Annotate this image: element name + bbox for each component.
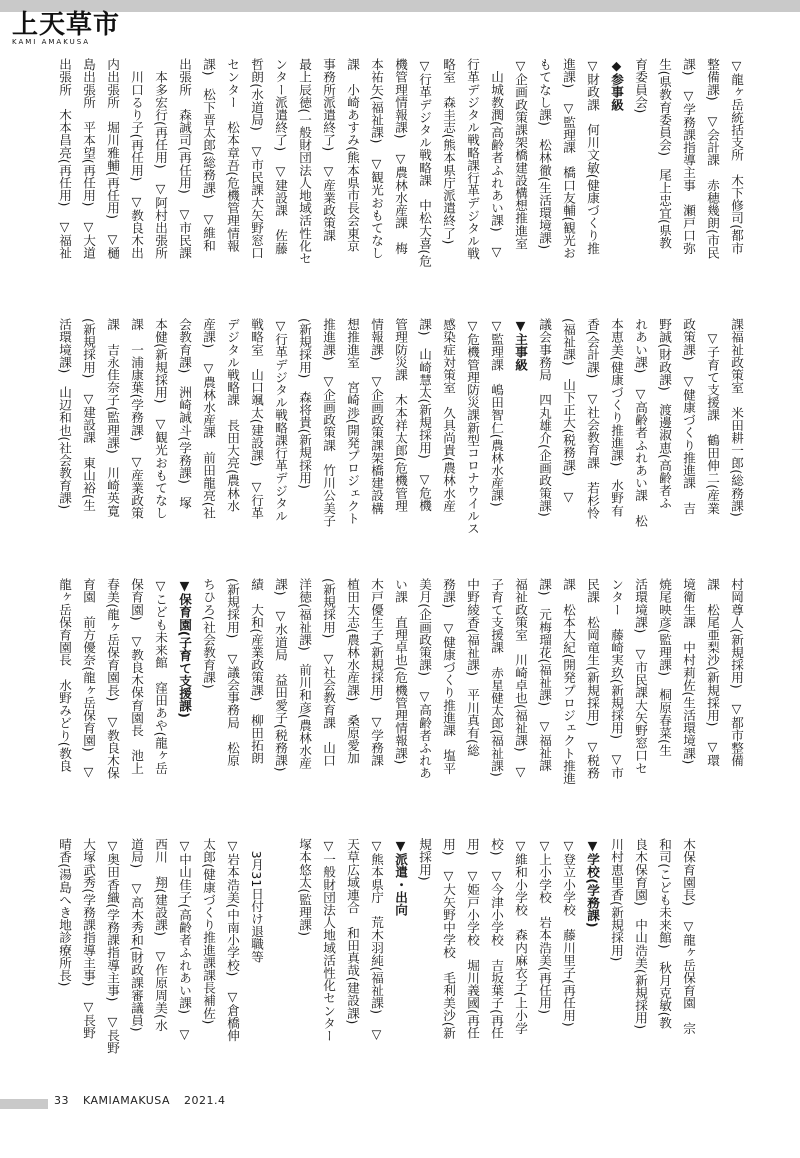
text-column: ンター派遣終了) ▽建設課 佐藤 — [273, 58, 288, 255]
text-column: 行革デジタル戦略課行革デジタル戦 — [465, 58, 480, 260]
text-column: 村岡尊人(新規採用) ▽都市整備 — [729, 578, 744, 767]
publication-name: KAMIAMAKUSA — [83, 1094, 171, 1107]
text-column: ▽岩本浩美(中南小学校) ▽倉橋伸 — [225, 838, 240, 1042]
text-column: (新規採用) ▽議会事務局 松原 — [225, 578, 240, 767]
text-column: 課) 元梅瑠花(福祉課) ▽福祉課 — [537, 578, 552, 772]
text-column: 本多宏行(再任用) ▽阿村出張所 — [153, 58, 168, 260]
text-column: ▽龍ヶ岳統括支所 木下修司(都市 — [729, 58, 744, 255]
text-column: 管理防災課 木本祥太郎(危機管理 — [393, 318, 408, 512]
text-column: 会教育課) 洲崎誠斗(学務課) 塚 — [177, 318, 192, 510]
text-column: ▽上小学校 岩本浩美(再任用) — [537, 838, 552, 1015]
text-column: ▽奥田香織(学務課指導主事) ▽長野 — [105, 838, 120, 1055]
text-column: 情報課) ▽企画政策課架橋建設構 — [369, 318, 384, 515]
text-column: 内出張所 堀川雅輔(再任用) ▽樋 — [105, 58, 120, 260]
text-column: 産課) ▽農林水産課 前田龍亮(社 — [201, 318, 216, 520]
text-column: 福祉政策室 川崎卓也(福祉課) ▽ — [513, 578, 528, 780]
text-column: ▼学校(学務課) — [585, 838, 600, 928]
text-column: 績 大和(産業政策課) 柳田拓朗 — [249, 578, 264, 765]
text-column: 道局) ▽高木秀和(財政課審議員) — [129, 838, 144, 1032]
text-column: 西川 翔(建設課) ▽作原周美(水 — [153, 838, 168, 1032]
text-column: 焼尾映彦(監理課) 桐原春菜(生 — [657, 578, 672, 757]
text-column: 良木保育園) 中山浩美(新規採用) — [633, 838, 648, 1030]
text-column: ンター 藤崎実玖(新規採用) ▽市 — [609, 578, 624, 780]
text-column: ▽行革デジタル戦略課 中松大喜(危 — [417, 58, 432, 267]
text-column: 務課) ▽健康づくり推進課 塩平 — [441, 578, 456, 775]
text-column: ▽一般財団法人地域活性化センター — [321, 838, 336, 1042]
text-column: 晴香(湯島へき地診療所長) — [57, 838, 72, 987]
text-column: 大塚武秀(学務課指導主事) ▽長野 — [81, 838, 96, 1040]
text-column: ▽監理課 嶋田智仁(農林水産課) — [489, 318, 504, 507]
text-column: 中野綾香(福祉課) 平川真有(総 — [465, 578, 480, 757]
text-column: ▽中山佳子(高齢者ふれあい課) ▽ — [177, 838, 192, 1042]
text-column: 課) 山崎慧太(新規採用) ▽危機 — [417, 318, 432, 512]
text-column: ちひろ(社会教育課) — [201, 578, 216, 689]
text-column: ▽財政課 何川文敏(健康づくり推 — [585, 58, 600, 255]
text-column: 課) ▽学務課指導主事 瀬戸口弥 — [681, 58, 696, 255]
text-column: ◆参事級 — [609, 58, 624, 111]
text-column: 課福祉政策室 米田耕一郎(総務課) — [729, 318, 744, 517]
text-column: 春美(龍ヶ岳保育園長) ▽教良木保 — [105, 578, 120, 780]
issue-date: 2021.4 — [184, 1094, 226, 1107]
text-column: 課 吉永佳奈子(監理課) 川崎英寛 — [105, 318, 120, 517]
text-column: 校) ▽今津小学校 吉坂葉子(再任 — [489, 838, 504, 1040]
text-column: 育園 前方優奈(龍ヶ岳保育園) ▽ — [81, 578, 96, 780]
text-column: ▽こども未来館 窪田あや(龍ヶ岳 — [153, 578, 168, 775]
text-column: 子育て支援課 赤星健太郎(福祉課) — [489, 578, 504, 777]
text-column: 本祐矢(福祉課) ▽観光おもてなし — [369, 58, 384, 260]
text-column: 整備課) ▽会計課 赤穂幾朗(市民 — [705, 58, 720, 260]
text-column: 課 小崎あすみ(熊本県市長会東京 — [345, 58, 360, 252]
text-column: 龍ヶ岳保育園長 水野みどり(教良 — [57, 578, 72, 772]
text-column: (新規採用) 森将貴(新規採用) — [297, 318, 312, 489]
text-column: 議会事務局 四丸雄介(企画政策課) — [537, 318, 552, 517]
text-column: 保育園) ▽教良木保育園長 池上 — [129, 578, 144, 775]
text-column: ▽熊本県庁 荒木羽純(福祉課) ▽ — [369, 838, 384, 1042]
footer-rule — [0, 1099, 48, 1109]
masthead-logo: 上天草市 — [12, 10, 121, 40]
text-column: 香(会計課) ▽社会教育課 若杉怜 — [585, 318, 600, 520]
text-column: 最上辰徳(一般財団法人地域活性化セ — [297, 58, 312, 265]
text-column: (新規採用) ▽社会教育課 山口 — [321, 578, 336, 767]
text-column: 活環境課) 山辺和也(社会教育課) — [57, 318, 72, 510]
text-column: もてなし課) 松林徹(生活環境課) — [537, 58, 552, 250]
text-column: 太郎(健康づくり推進課課長補佐) — [201, 838, 216, 1025]
text-column: 島出張所 平本望(再任用) ▽大道 — [81, 58, 96, 260]
text-column: 課) ▽水道局 益田愛子(税務課) — [273, 578, 288, 772]
text-column: 事務所派遣終了) ▽産業政策課 — [321, 58, 336, 242]
text-column: 木戸優生子(新規採用) ▽学務課 — [369, 578, 384, 767]
text-column: 課 松尾亜梨沙(新規採用) ▽環 — [705, 578, 720, 767]
text-column: 3月31日付け退職等 — [249, 838, 264, 963]
text-column: 本恵美(健康づくり推進課) 水野有 — [609, 318, 624, 517]
text-column: 略室 森圭志(熊本県庁派遣終了) — [441, 58, 456, 245]
text-column: ▽企画政策課架橋建設構想推進室 — [513, 58, 528, 250]
text-column: 塚本悠太(監理課) — [297, 838, 312, 937]
text-column: 出張所 森誠司(再任用) ▽市民課 — [177, 58, 192, 260]
text-column: 川口るり子(再任用) ▽教良木出 — [129, 58, 144, 260]
text-column: い課 直理卓也(危機管理情報課) — [393, 578, 408, 765]
text-column: 機管理情報課) ▽農林水産課 梅 — [393, 58, 408, 255]
text-column: ▽行革デジタル戦略課行革デジタル — [273, 318, 288, 522]
text-column: 推進課) ▽企画政策課 竹川公美子 — [321, 318, 336, 527]
footer — [54, 1094, 236, 1107]
text-column — [268, 838, 292, 1158]
text-column: ▽子育て支援課 鶴田伸二(産業 — [705, 318, 720, 515]
text-column: 用) ▽姫戸小学校 堀川義國(再任 — [465, 838, 480, 1040]
text-column: 植田大志(農林水産課) 桑原愛加 — [345, 578, 360, 765]
text-column: 出張所 木本昌亮(再任用) ▽福祉 — [57, 58, 72, 260]
masthead — [12, 10, 122, 50]
text-column: (新規採用) ▽建設課 東山裕(生 — [81, 318, 96, 512]
text-column: ▽危機管理防災課新型コロナウイルス — [465, 318, 480, 535]
text-column: ▼主事級 — [513, 318, 528, 371]
text-column: (福祉課) 山下正大(税務課) ▽ — [561, 318, 576, 504]
text-column: ▼派遣・出向 — [393, 838, 408, 916]
text-column: 政策課) ▽健康づくり推進課 吉 — [681, 318, 696, 515]
text-column: れあい課) ▽高齢者ふれあい課 松 — [633, 318, 648, 527]
text-column: 木保育園長) ▽龍ヶ岳保育園 宗 — [681, 838, 696, 1035]
text-column: デジタル戦略課 長田大亮(農林水 — [225, 318, 240, 512]
text-column: 野誠(財政課) 渡邊淑恵(高齢者ふ — [657, 318, 672, 510]
text-column: 民課 松岡竜生(新規採用) ▽税務 — [585, 578, 600, 780]
text-column: 育委員会) — [633, 58, 648, 114]
text-column: 洋徳(福祉課) 前川和彦(農林水産 — [297, 578, 312, 770]
text-column: 進課) ▽監理課 橋口友輔(観光お — [561, 58, 576, 260]
text-column: 想推進室 宮崎渉(開発プロジェクト — [345, 318, 360, 525]
text-column: 境衛生課 中村莉佐(生活環境課) — [681, 578, 696, 765]
text-column: 美月(企画政策課) ▽高齢者ふれあ — [417, 578, 432, 780]
text-column: 規採用) — [417, 838, 432, 881]
text-column: ▼保育園(子育て支援課) — [177, 578, 192, 718]
text-column: 戦略室 山口颯太(建設課) ▽行革 — [249, 318, 264, 520]
text-column: 生(県教育委員会) 尾上忠宜(県教 — [657, 58, 672, 250]
text-column: ▽維和小学校 森内麻衣子(上小学 — [513, 838, 528, 1035]
text-column: 感染症対策室 久具尚貴(農林水産 — [441, 318, 456, 512]
text-column: 天草広域連合 和田真哉(建設課) — [345, 838, 360, 1025]
text-column: 課 松本大紀(開発プロジェクト推進 — [561, 578, 576, 785]
page-number: 33 — [54, 1094, 69, 1107]
text-column: 用) ▽大矢野中学校 毛利美沙(新 — [441, 838, 456, 1040]
text-column: 川村恵里香(新規採用) — [609, 838, 624, 962]
text-column: 課 一浦康葉(学務課) ▽産業政策 — [129, 318, 144, 520]
masthead-subtitle: KAMI AMAKUSA — [12, 38, 91, 46]
text-column: センター 松本章吾(危機管理情報 — [225, 58, 240, 252]
text-column: 課) 松下晋太郎(総務課) ▽維和 — [201, 58, 216, 252]
text-column: 本健(新規採用) ▽観光おもてなし — [153, 318, 168, 520]
text-column: 山城教潤(高齢者ふれあい課) ▽ — [489, 58, 504, 260]
text-column: 活環境課) ▽市民課大矢野窓口セ — [633, 578, 648, 775]
text-column: 和司(こども未来館) 秋月克敏(教 — [657, 838, 672, 1030]
text-column: ▽登立小学校 藤川里子(再任用) — [561, 838, 576, 1027]
text-column: 哲朗(水道局) ▽市民課大矢野窓口 — [249, 58, 264, 260]
text-block-4 — [52, 838, 700, 1158]
